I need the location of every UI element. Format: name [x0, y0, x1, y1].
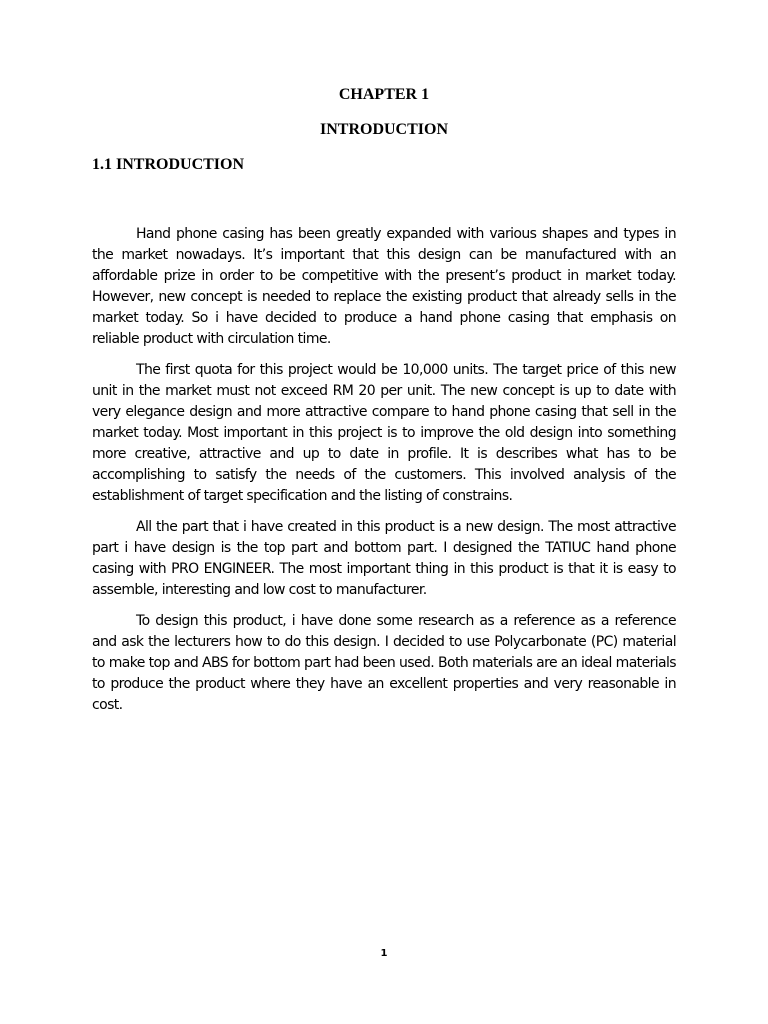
chapter-title: INTRODUCTION [319, 121, 448, 138]
paragraph-2: The first quota for this project would be 10,000 units. The target price of this new unit in the market must not exceed RM 20 per unit. The new concept is up to date with very elegance design and more attractive compare to hand phone casing that sell in the market today. Most important in this project is to improve the old design into something more creative, attractive and up to date in profile. It is describes what has to be accomplishing to satisfy the needs of the customers. This involved analysis of the establishment of target specification and the listing of constrains. [92, 362, 676, 504]
section-heading: 1.1 INTRODUCTION [92, 156, 245, 173]
paragraph-4: To design this product, i have done some research as a reference as a reference and ask the lecturers how to do this design. I decided to use Polycarbonate (PC) material to make top and ABS for bottom part had been used. Both materials are an ideal materials to produce the product where they have an excellent properties and very reasonable in cost. [92, 613, 676, 713]
page-number: 1 [380, 948, 388, 959]
body-text [92, 224, 676, 726]
paragraph-3: All the part that i have created in this product is a new design. The most attractive part i have design is the top part and bottom part. I designed the TATIUC hand phone casing with PRO ENGINEER. The most important thing in this product is that it is easy to assemble, interesting and low cost to manufacturer. [92, 519, 676, 598]
chapter-label: CHAPTER 1 [338, 86, 430, 103]
paragraph-1: Hand phone casing has been greatly expanded with various shapes and types in the market nowadays. It’s important that this design can be manufactured with an affordable prize in order to be competitive with the present’s product in market today. However, new concept is needed to replace the existing product that already sells in the market today. So i have decided to produce a hand phone casing that emphasis on reliable product with circulation time. [92, 226, 676, 347]
